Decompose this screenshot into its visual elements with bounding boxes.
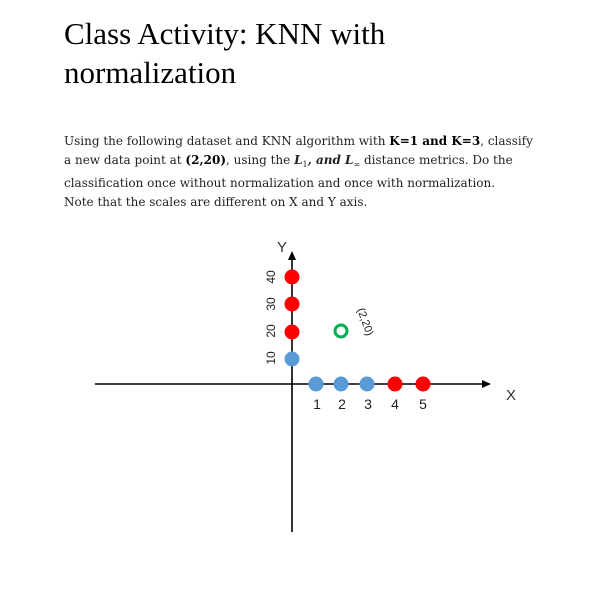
y-tick-label: 30 (264, 297, 278, 311)
query-point-text: (2,20) (185, 153, 227, 167)
query-point-label: (2,20) (354, 306, 376, 338)
instructions-text: a new data point at (64, 153, 186, 167)
y-axis-label: Y (277, 239, 288, 256)
data-point-blue (309, 377, 324, 392)
l1-metric-symbol: L (294, 153, 303, 167)
y-tick-label: 40 (264, 270, 278, 284)
linf-metric-symbol: , and L (307, 153, 354, 167)
instructions-text: Using the following dataset and KNN algorithm with (64, 134, 390, 148)
x-tick-label: 2 (338, 396, 346, 412)
data-point-red (285, 297, 300, 312)
instructions-line-4: Note that the scales are different on X and Y axis. (64, 195, 368, 209)
l1-subscript: 1 (302, 160, 308, 169)
data-point-blue (360, 377, 375, 392)
data-point-red (416, 377, 431, 392)
x-axis-arrow-icon (482, 380, 491, 388)
x-tick-label: 3 (364, 396, 372, 412)
query-point (335, 325, 347, 337)
data-point-red (285, 325, 300, 340)
y-axis-arrow-icon (288, 251, 296, 260)
data-point-blue (285, 352, 300, 367)
x-tick-label: 5 (419, 396, 427, 412)
data-point-red (285, 270, 300, 285)
instructions-text: , classify (480, 134, 533, 148)
instructions-text: distance metrics. Do the (360, 153, 513, 167)
title-line-2: normalization (64, 55, 237, 90)
linf-subscript: ∞ (353, 160, 361, 169)
y-tick-label: 20 (264, 324, 278, 338)
y-tick-label: 10 (264, 351, 278, 365)
x-tick-label: 1 (313, 396, 321, 412)
data-point-red (388, 377, 403, 392)
instructions-line-3: classification once without normalization and once with normalization. (64, 176, 496, 190)
instructions-text: , using the (226, 153, 295, 167)
x-tick-label: 4 (391, 396, 399, 412)
title-line-1: Class Activity: KNN with (64, 16, 386, 51)
data-point-blue (334, 377, 349, 392)
x-axis-label: X (506, 387, 517, 404)
k-values: K=1 and K=3 (389, 134, 481, 148)
